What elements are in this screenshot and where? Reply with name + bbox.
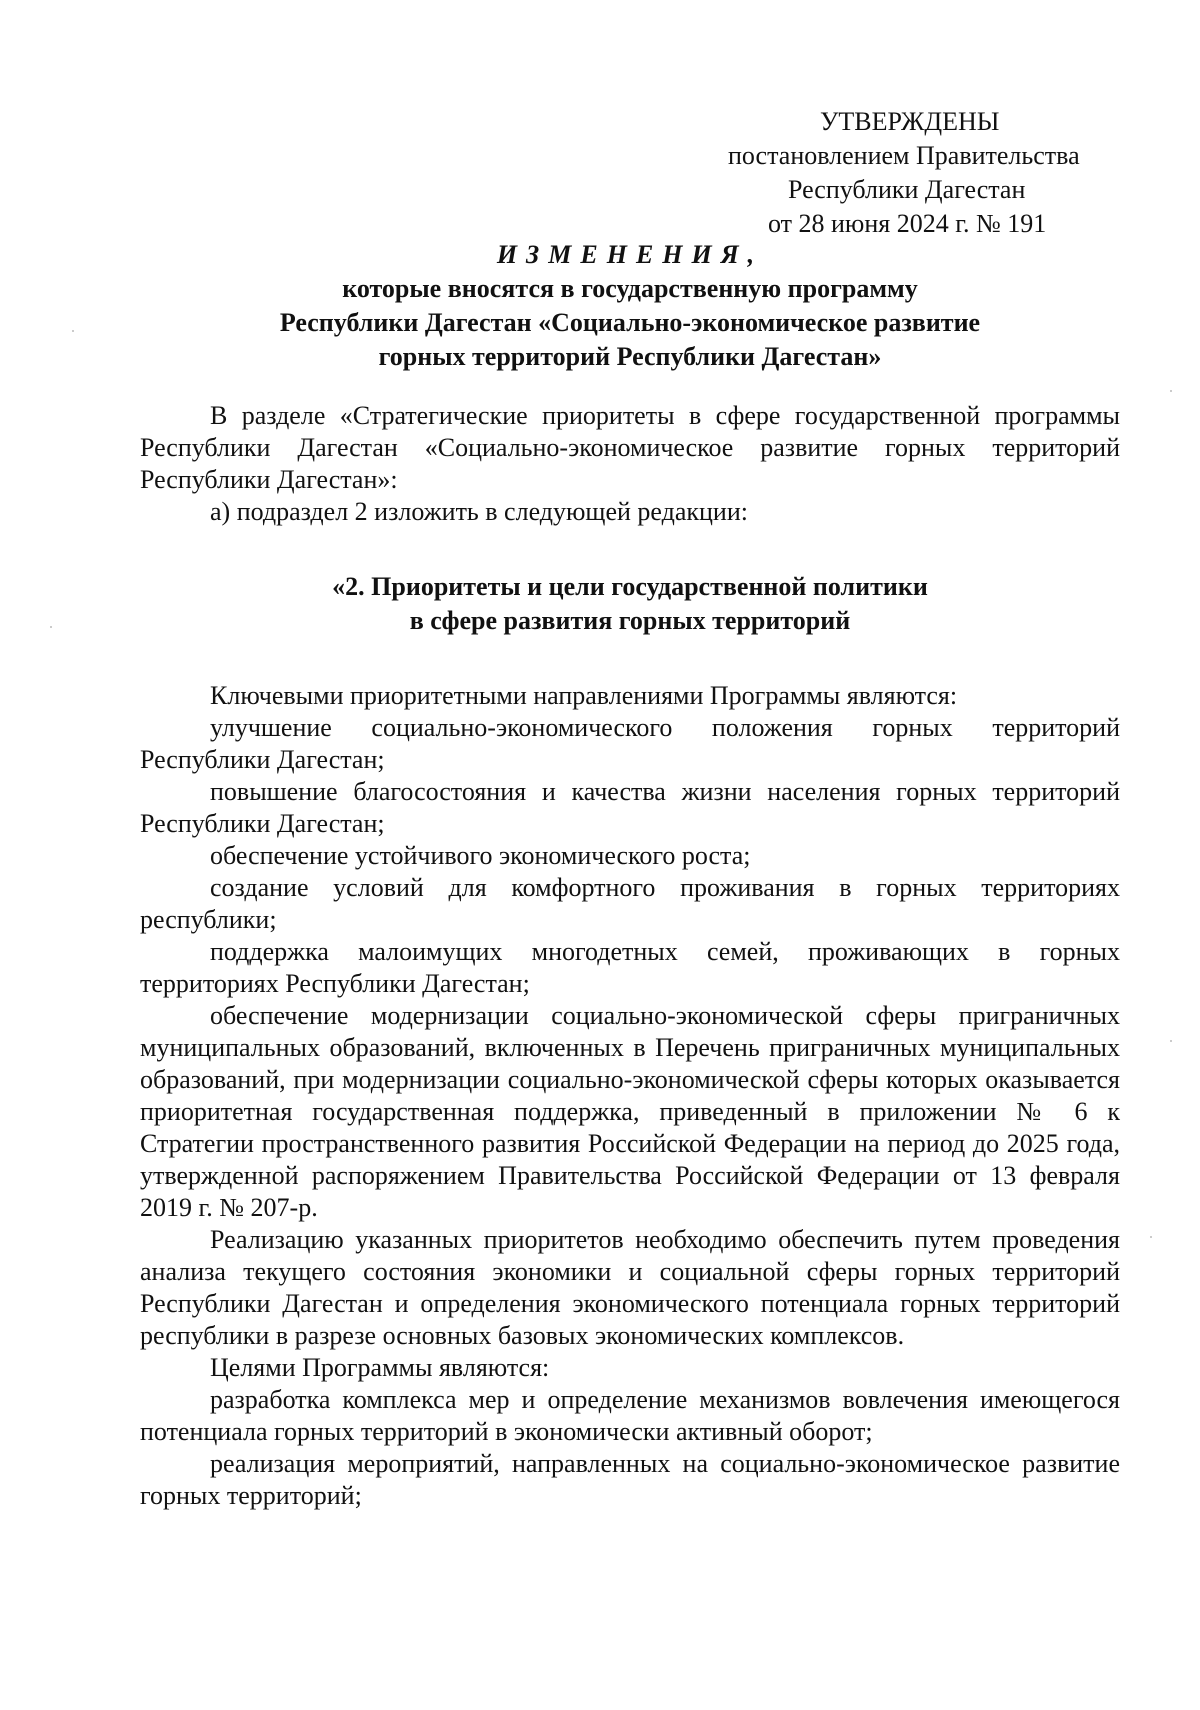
approval-stamp [700, 105, 1120, 241]
approval-heading: УТВЕРЖДЕНЫ [820, 107, 1000, 136]
item-a-paragraph: а) подраздел 2 изложить в следующей редакции: [210, 497, 748, 526]
paragraph: обеспечение устойчивого экономического роста; [210, 841, 751, 870]
approval-line: Республики Дагестан [788, 175, 1026, 204]
scan-speck [50, 626, 52, 628]
paragraph: Реализацию указанных приоритетов необходимо обеспечить путем проведения анализа текущего состояния экономики и социальной сферы горных территорий Республики Дагестан и определения экономического потенциала горных территорий республики в разрезе основных базовых экономических комплексов. [140, 1225, 1120, 1350]
title-word: ИЗМЕНЕНИЯ, [496, 240, 764, 269]
paragraph: улучшение социально-экономического положения горных территорий Республики Дагестан; [140, 713, 1120, 774]
paragraph: Целями Программы являются: [210, 1353, 550, 1382]
title-line: Республики Дагестан «Социально-экономическое развитие [279, 308, 981, 337]
paragraph: реализация мероприятий, направленных на социально-экономическое развитие горных территорий; [140, 1449, 1120, 1510]
paragraph: обеспечение модернизации социально-экономической сферы приграничных муниципальных образований, включенных в Перечень приграничных муниципальных образований, при модернизации социально-экономической сферы которых оказывается приоритетная государственная поддержка, приведенный в приложении № 6 к Стратегии пространственного развития Российской Федерации на период до 2025 года, утвержденной распоряжением Правительства Российской Федерации от 13 февраля 2019 г. № 207-р. [140, 1001, 1120, 1222]
scan-speck [1170, 390, 1172, 392]
subheading-line: «2. Приоритеты и цели государственной политики [332, 572, 928, 601]
paragraph: Ключевыми приоритетными направлениями Программы являются: [210, 681, 958, 710]
paragraph: создание условий для комфортного проживания в горных территориях республики; [140, 873, 1120, 934]
title-line: которые вносятся в государственную программу [342, 274, 918, 303]
scan-speck [72, 330, 74, 332]
paragraph: разработка комплекса мер и определение механизмов вовлечения имеющегося потенциала горных территорий в экономически активный оборот; [140, 1385, 1120, 1446]
scan-speck [1170, 1040, 1172, 1042]
scan-speck [1150, 1236, 1152, 1238]
section-subheading [140, 570, 1120, 638]
approval-line: постановлением Правительства [728, 141, 1080, 170]
approval-date: от 28 июня 2024 г. № 191 [768, 209, 1047, 238]
intro-paragraph: В разделе «Стратегические приоритеты в сфере государственной программы Республики Дагестан «Социально-экономическое развитие горных территорий Республики Дагестан»: [140, 401, 1120, 494]
subheading-line: в сфере развития горных территорий [409, 606, 851, 635]
paragraph: повышение благосостояния и качества жизни населения горных территорий Республики Дагестан; [140, 777, 1120, 838]
document-title [140, 238, 1120, 374]
document-body [140, 400, 1120, 1512]
paragraph: поддержка малоимущих многодетных семей, проживающих в горных территориях Республики Дагестан; [140, 937, 1120, 998]
title-line: горных территорий Республики Дагестан» [378, 342, 882, 371]
